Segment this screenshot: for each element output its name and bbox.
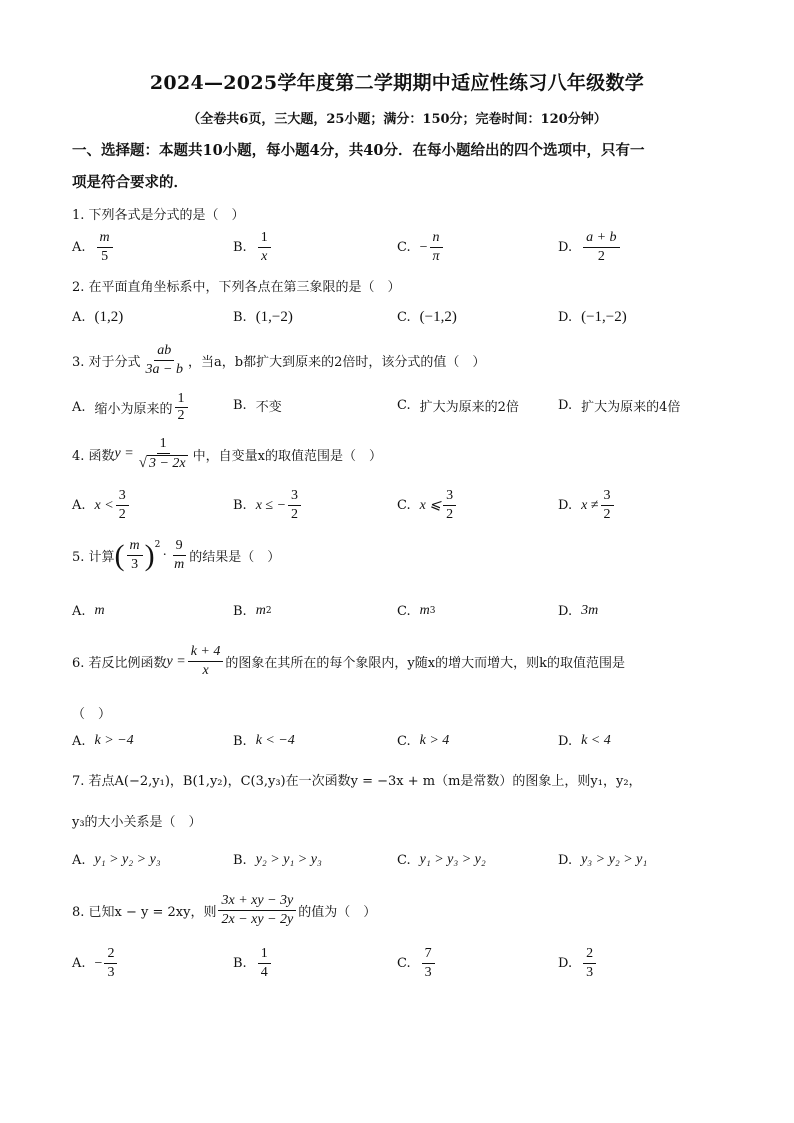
question-4-stem: [72, 436, 382, 472]
fraction-numerator: ab: [154, 343, 174, 361]
q4-option-c: [397, 488, 458, 523]
q8-option-d: [558, 946, 598, 981]
question-8-stem: [72, 893, 376, 928]
fraction-numerator: m: [97, 230, 113, 248]
fraction-numerator: m: [127, 538, 143, 556]
question-2-stem: 2. 在平面直角坐标系中，下列各点在第三象限的是（ ）: [72, 280, 401, 295]
point-coordinates: (1,2): [94, 309, 124, 325]
q1-option-a: [72, 230, 115, 265]
exponent: 2: [154, 540, 161, 550]
stem-text: 的值为（ ）: [298, 905, 377, 920]
square-root: √ 3 − 2x: [138, 455, 186, 471]
q3-option-c: [397, 396, 519, 415]
option-label: C.: [397, 956, 411, 971]
q7-option-b: [233, 852, 322, 868]
fraction-denominator: 2: [177, 408, 185, 423]
option-label: D.: [558, 852, 573, 868]
question-3-stem: [72, 343, 485, 378]
stem-text: 8. 已知x − y = 2xy，则: [72, 905, 217, 920]
stem-text: 3. 对于分式: [72, 355, 141, 370]
multiply-dot: ·: [162, 547, 168, 563]
equation-lhs: y =: [166, 653, 186, 669]
point-coordinates: (−1,2): [419, 309, 457, 325]
stem-text: 4. 函数: [72, 448, 115, 464]
option-label: B.: [233, 956, 247, 971]
q3-option-a: [72, 392, 190, 423]
fraction-denominator: 3: [107, 965, 115, 980]
option-expression: m: [419, 603, 430, 618]
fraction-numerator: 1: [175, 392, 188, 408]
fraction-numerator: 3: [443, 488, 456, 506]
option-label: A.: [72, 240, 86, 255]
q5-option-d: [558, 603, 598, 619]
option-label: A.: [72, 603, 86, 619]
option-label: B.: [233, 603, 247, 619]
fraction-denominator: 2: [291, 507, 299, 522]
minus-sign: −: [419, 239, 428, 255]
option-label: D.: [558, 603, 573, 619]
fraction-numerator: 2: [104, 946, 117, 964]
inequality: y₃ > y₂ > y₁: [581, 852, 648, 867]
fraction-numerator: 1: [258, 230, 271, 248]
q6-option-b: [233, 733, 295, 749]
section-heading-line1: 一、选择题：本题共10小题，每小题4分，共40分．在每小题给出的四个选项中，只有一: [72, 142, 645, 159]
q1-option-b: [233, 230, 273, 265]
q8-option-a: [72, 946, 119, 981]
fraction-denominator: m: [174, 557, 185, 572]
inequality: k > −4: [94, 733, 134, 748]
point-coordinates: (−1,−2): [581, 309, 627, 325]
option-label: D.: [558, 398, 573, 413]
q6-option-c: [397, 733, 449, 749]
question-7-stem-line2: y₃的大小关系是（ ）: [72, 815, 202, 830]
q6-option-d: [558, 733, 611, 749]
option-text: 不变: [255, 400, 282, 415]
option-text: 缩小为原来的: [94, 402, 173, 417]
option-label: C.: [397, 398, 411, 413]
point-coordinates: (1,−2): [255, 309, 293, 325]
inequality: y₁ > y₂ > y₃: [94, 852, 161, 867]
page-title: 2024—2025学年度第二学期期中适应性练习八年级数学: [149, 72, 645, 94]
q1-option-d: [558, 230, 622, 265]
option-label: B.: [233, 733, 247, 749]
option-text: 扩大为原来的2倍: [419, 400, 519, 415]
section-heading-line2: 项是符合要求的．: [72, 174, 188, 191]
inequality: y₂ > y₁ > y₃: [255, 852, 322, 867]
q3-option-b: [233, 396, 282, 415]
q4-option-b: [233, 488, 303, 523]
q7-option-a: [72, 852, 161, 868]
exponent: 3: [429, 606, 436, 616]
fraction-denominator: 2: [603, 507, 611, 522]
stem-text: 中，自变量x的取值范围是（ ）: [192, 448, 382, 464]
fraction-numerator: 9: [173, 538, 186, 556]
fraction-numerator: 1: [258, 946, 271, 964]
fraction-denominator: x: [202, 663, 209, 678]
q6-option-a: [72, 733, 134, 749]
stem-text: 6. 若反比例函数: [72, 656, 167, 671]
fraction-denominator: 2: [118, 507, 126, 522]
option-label: D.: [558, 733, 573, 749]
fraction-numerator: 3: [288, 488, 301, 506]
option-label: C.: [397, 852, 411, 868]
stem-text: 5. 计算: [72, 550, 115, 565]
fraction-numerator: 3x + xy − 3y: [218, 893, 296, 911]
fraction-denominator: 4: [260, 965, 268, 980]
fraction-denominator: 3: [586, 965, 594, 980]
stem-text: ，当a，b都扩大到原来的2倍时，该分式的值（ ）: [188, 355, 486, 370]
q2-option-c: [397, 309, 457, 326]
fraction-denominator: 2: [597, 249, 605, 264]
q7-option-d: [558, 852, 647, 868]
fraction-numerator: 3: [116, 488, 129, 506]
inequality: x <: [94, 497, 114, 513]
right-paren: ): [144, 538, 155, 572]
fraction-denominator: π: [432, 249, 440, 264]
q2-option-b: [233, 309, 293, 326]
stem-text: 的图象在其所在的每个象限内，y随x的增大而增大，则k的取值范围是: [225, 656, 625, 671]
q8-option-b: [233, 946, 273, 981]
fraction-denominator: x: [261, 249, 268, 264]
fraction-numerator: a + b: [583, 230, 619, 248]
option-text: 扩大为原来的4倍: [581, 400, 681, 415]
q1-option-c: [397, 230, 445, 265]
option-label: B.: [233, 498, 247, 513]
fraction-denominator: 3: [131, 557, 139, 572]
option-label: D.: [558, 956, 573, 971]
option-label: D.: [558, 310, 573, 325]
q2-option-d: [558, 309, 627, 326]
q5-option-a: [72, 603, 105, 619]
inequality: k < 4: [581, 733, 611, 748]
stem-text: 的结果是（ ）: [189, 550, 281, 565]
exponent: 2: [265, 606, 272, 616]
fraction-numerator: k + 4: [188, 644, 224, 662]
question-1-stem: 1. 下列各式是分式的是（ ）: [72, 208, 245, 223]
fraction-denominator: 2x − xy − 2y: [221, 912, 294, 927]
radicand: 3 − 2x: [148, 456, 186, 471]
question-5-stem: [72, 538, 280, 573]
fraction-numerator: 2: [583, 946, 596, 964]
q7-option-c: [397, 852, 486, 868]
question-6-stem-line2: （ ）: [72, 707, 112, 722]
option-expression: 3m: [581, 603, 599, 618]
fraction-denominator: 3a − b: [145, 362, 183, 377]
option-label: B.: [233, 398, 247, 413]
option-label: B.: [233, 852, 247, 868]
option-label: A.: [72, 956, 86, 971]
question-6-stem: [72, 644, 625, 679]
option-label: B.: [233, 240, 247, 255]
option-label: A.: [72, 310, 86, 325]
fraction-denominator: 2: [446, 507, 454, 522]
q5-option-c: [397, 603, 435, 619]
option-label: C.: [397, 603, 411, 619]
inequality: x ≤ −: [255, 497, 287, 513]
fraction-denominator: 5: [101, 249, 109, 264]
option-label: C.: [397, 310, 411, 325]
option-label: D.: [558, 240, 573, 255]
inequality: k < −4: [255, 733, 295, 748]
option-label: C.: [397, 733, 411, 749]
option-label: A.: [72, 498, 86, 513]
fraction-numerator: 7: [422, 946, 435, 964]
inequality: y₁ > y₃ > y₂: [419, 852, 486, 867]
minus-sign: −: [94, 955, 103, 971]
left-paren: (: [114, 538, 125, 572]
option-label: A.: [72, 400, 86, 415]
option-label: C.: [397, 498, 411, 513]
option-label: B.: [233, 310, 247, 325]
fraction-denominator: 3: [424, 965, 432, 980]
option-expression: m: [255, 603, 266, 618]
q4-option-d: [558, 488, 616, 523]
question-7-stem: 7. 若点A(−2,y₁)，B(1,y₂)，C(3,y₃)在一次函数y = −3x + m（m是常数）的图象上，则y₁，y₂，: [72, 774, 642, 789]
page-subtitle: （全卷共6页，三大题，25小题；满分：150分；完卷时间：120分钟）: [187, 112, 607, 127]
q2-option-a: [72, 309, 123, 326]
equation-lhs: y =: [114, 446, 134, 461]
fraction-numerator: 1: [157, 436, 170, 454]
q8-option-c: [397, 946, 437, 981]
inequality: k > 4: [419, 733, 450, 748]
q3-option-d: [558, 396, 680, 415]
option-label: A.: [72, 852, 86, 868]
fraction-numerator: 3: [601, 488, 614, 506]
q4-option-a: [72, 488, 131, 523]
option-label: D.: [558, 498, 573, 513]
option-label: A.: [72, 733, 86, 749]
option-expression: m: [94, 603, 105, 618]
option-label: C.: [397, 240, 411, 255]
inequality: x ⩽: [419, 498, 442, 513]
inequality: x ≠: [581, 497, 599, 513]
fraction-numerator: n: [430, 230, 443, 248]
q5-option-b: [233, 603, 272, 619]
